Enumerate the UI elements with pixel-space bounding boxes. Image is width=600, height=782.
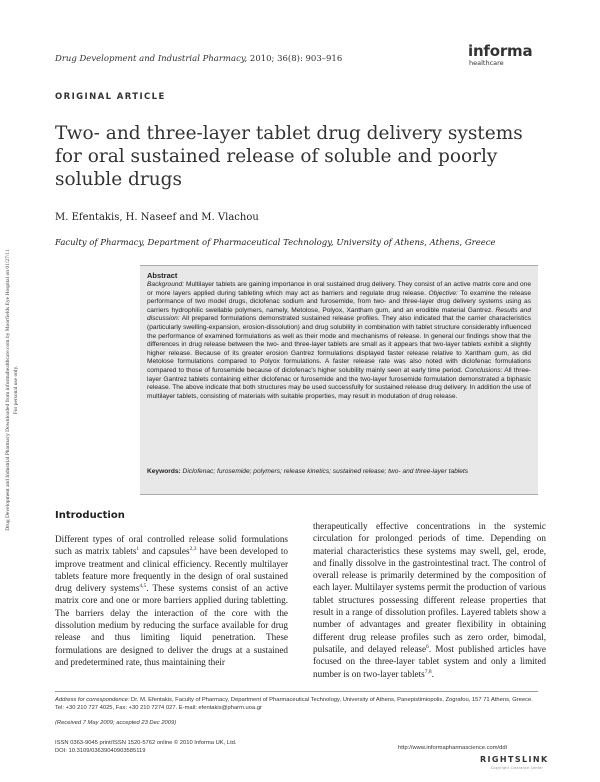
intro-text: Different types of oral controlled release solid formulations such as matrix tablets	[55, 534, 288, 557]
citation-ref[interactable]: 1	[136, 546, 140, 553]
correspondence-text: Dr. M. Efentakis, Faculty of Pharmacy, Department of Pharmaceutical Technology, University of Athens, Panepistimiopolis, Zografou, 157 71 Athens, Greece. Tel: +30 210 727 4025, Fax: +30 210 7274 027. E-mail: efentakis@pharm.uoa.gr	[55, 697, 533, 711]
objective-label: Objective:	[428, 289, 458, 297]
conclusions-text: All three-layer Gantrez tablets containing either diclofenac or furosemide and the two-layer furosemide formulation demonstrated a biphasic release. The above indicate that both structures may be used successfully for sustained release drug delivery. In addition the use of multilayer tablets, consisting of materials with suitable properties, may result in modulation of drug release.	[147, 366, 531, 400]
issn-block	[55, 739, 237, 755]
publisher-logo-text: informa	[468, 42, 533, 60]
watermark-line-1: Drug Development and Industrial Pharmacy Downloaded from informahealthcare.com by Moorfields Eye Hospital on 01/27/11	[5, 249, 11, 531]
abstract-heading: Abstract	[147, 271, 178, 280]
journal-volume: 2010; 36(8): 903–916	[247, 54, 343, 64]
citation-ref[interactable]: 2,3	[189, 546, 197, 553]
intro-text: . These systems consist of an active matrix core and one or more barriers applied during tabletting. The barriers delay the interaction of the core with the dissolution medium by reducing the surface available for drug release and thus limiting liquid penetration. These formulations are designed to deliver the drugs at a sustained and predetermined rate, thus maintaining their	[55, 583, 288, 667]
journal-name: Drug Development and Industrial Pharmacy,	[55, 54, 248, 64]
rightslink-sub: Copyright Clearance Center	[491, 766, 544, 770]
footnote-divider	[55, 691, 538, 692]
background-text: Multilayer tablets are gaining importance in oral sustained drug delivery. They consist of an active matrix core and one or more layers applied during tableting which may act as barriers and regulate drug release.	[147, 281, 531, 297]
abstract-box	[140, 265, 538, 495]
keywords	[147, 468, 531, 477]
affiliation: Faculty of Pharmacy, Department of Pharmaceutical Technology, University of Athens, Athens, Greece	[55, 238, 496, 248]
citation-ref[interactable]: 7,8	[424, 668, 432, 675]
article-type: ORIGINAL ARTICLE	[55, 92, 166, 102]
intro-text: therapeutically effective concentrations in the systemic circulation for prolonged periods of time. Depending on material characteristics these systems may swell, gel, erode, and finally dissolve in the gastrointestinal tract. The control of overall release is primarily determined by the composition of each layer. Multilayer systems permit the production of various tablet structures possessing different release properties that result in a range of dissolution profiles. Layered tablets show a number of advantages and greater flexibility in obtaining different drug release profiles such as zero order, bimodal, pulsatile, and delayed release	[313, 521, 546, 654]
objective-text: To examine the release performance of two model drugs, diclofenac sodium and furosemide, from two- and three-layer drug delivery systems using as carriers hydrophilic swellable polymers, namely, Metolose, Polyox, Xantham gum, and an erodible material Gantrez.	[147, 289, 532, 314]
body-column-left	[55, 533, 288, 668]
received-dates: (Received 7 May 2009; accepted 23 Dec 2009)	[55, 720, 177, 726]
body-column-right	[313, 520, 546, 680]
intro-text: and capsules	[139, 546, 190, 557]
rightslink-logo[interactable]: RIGHTSLINK	[480, 755, 549, 764]
correspondence-note	[55, 696, 538, 712]
citation-ref[interactable]: 6	[426, 643, 429, 650]
publisher-logo-sub: healthcare	[469, 59, 504, 67]
intro-text: have been developed to improve treatment and clinical efficiency. Recently multilayer tablets feature more frequently in the design of oral sustained drug delivery systems	[55, 546, 289, 594]
intro-text: .	[431, 668, 434, 679]
download-watermark	[4, 30, 28, 750]
article-title: Two- and three-layer tablet drug delivery systems for oral sustained release of soluble and poorly soluble drugs	[55, 123, 523, 190]
publisher-logo	[468, 44, 548, 67]
correspondence-label: Address for correspondence:	[55, 697, 130, 703]
watermark-line-2: For personal use only.	[13, 365, 19, 415]
issn-line: ISSN 0363-9045 print/ISSN 1520-5762 online © 2010 Informa UK, Ltd.	[55, 740, 237, 746]
conclusions-label: Conclusions:	[464, 366, 503, 374]
results-label: Results and discussion:	[147, 306, 531, 323]
journal-url[interactable]: http://www.informapharmascience.com/ddi	[398, 745, 507, 751]
keywords-label: Keywords:	[147, 468, 181, 475]
intro-text: . Most published articles have focused on the three-layer tablet system and only a limited number is on two-layer tablets	[313, 643, 546, 679]
introduction-heading: Introduction	[55, 510, 125, 521]
keywords-list: Diclofenac; furosemide; polymers; release kinetics; sustained release; two- and three-layer tablets	[180, 468, 469, 475]
background-label: Background:	[147, 281, 185, 288]
doi-line: DOI: 10.3109/03639040903585119	[55, 748, 146, 754]
author-list: M. Efentakis, H. Naseef and M. Vlachou	[55, 212, 259, 223]
journal-citation	[55, 54, 342, 64]
abstract-body	[147, 281, 531, 401]
citation-ref[interactable]: 4,5	[139, 583, 147, 590]
results-text: All prepared formulations demonstrated sustained release profiles. They also indicated that the carrier characteristics (particularly swelling-expansion, erosion-dissolution) and drug solubility in combination with tablet structure considerably influenced the performance of examined formulations as well as their mode and mechanisms of release. In general our findings show that the differences in drug release between the two- and three-layer tablets are small as it appears that two-layer tablets exhibit a slightly higher release. Because of its greater erosion Gantrez formulations displayed faster release relative to Xantham gum, as did Metolose formulations compared to Polyox formulations. A faster release rate was also noted with diclofenac formulations compared to those of furosemide because of diclofenac's higher solubility mainly seen at early time period.	[147, 315, 531, 374]
